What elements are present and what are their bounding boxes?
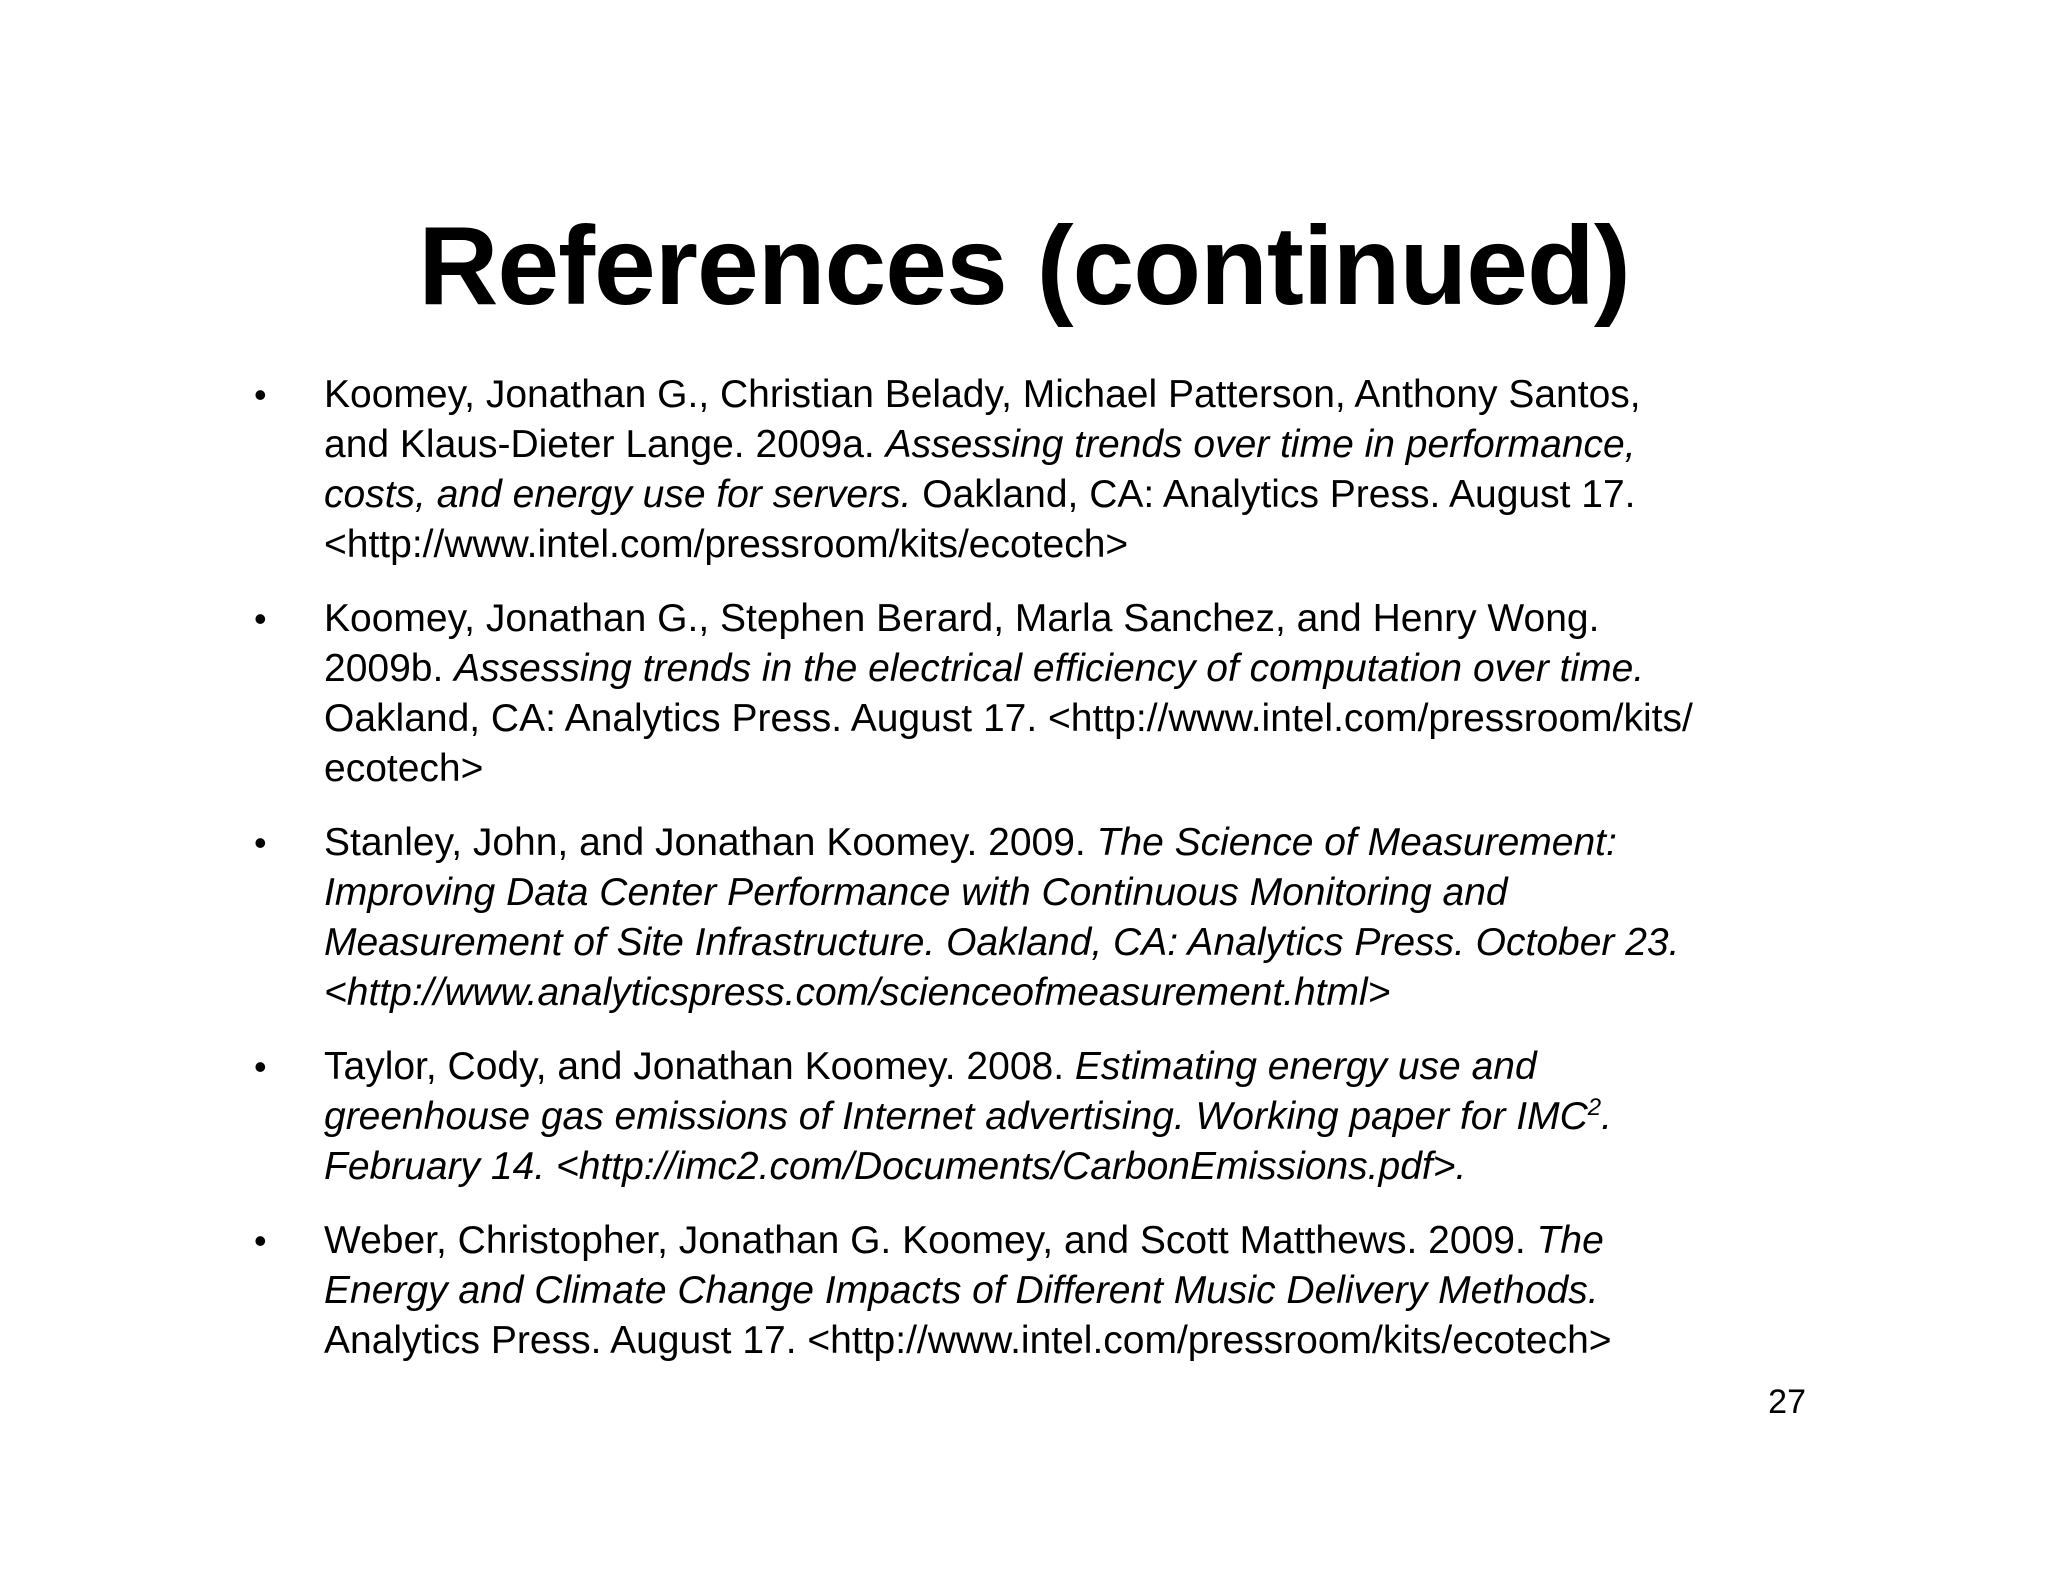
page-number: 27 xyxy=(1768,1383,1806,1421)
reference-title: costs, and energy use for servers. xyxy=(324,473,912,516)
reference-url: <http://www.intel.com/pressroom/kits/ecotech> xyxy=(324,523,1129,566)
slide-title: References (continued) xyxy=(418,204,1630,328)
reference-item-taylor-2008 xyxy=(0,1042,1824,1192)
reference-text: Oakland, CA: Analytics Press. August 17. <http://www.intel.com/pressroom/kits/ xyxy=(324,697,1693,740)
reference-url: <http://www.analyticspress.com/scienceofmeasurement.html> xyxy=(324,971,1391,1014)
reference-list xyxy=(0,370,2048,1390)
bullet: • xyxy=(254,374,267,415)
reference-item-koomey-2009b xyxy=(0,594,1824,794)
reference-title: Estimating energy use and xyxy=(1074,1045,1537,1088)
reference-title: Measurement of Site Infrastructure. Oakland, CA: Analytics Press. October 23. xyxy=(324,921,1680,964)
reference-text: Koomey, Jonathan G., Christian Belady, Michael Patterson, Anthony Santos, xyxy=(324,373,1641,416)
reference-text: Oakland, CA: Analytics Press. August 17. xyxy=(911,473,1636,516)
reference-text: and Klaus-Dieter Lange. 2009a. xyxy=(324,423,886,466)
reference-title: The xyxy=(1536,1219,1604,1262)
bullet: • xyxy=(254,822,267,863)
reference-url: February 14. <http://imc2.com/Documents/CarbonEmissions.pdf>. xyxy=(324,1145,1467,1188)
reference-title: greenhouse gas emissions of Internet advertising. Working paper for IMC xyxy=(324,1095,1588,1138)
reference-text: Koomey, Jonathan G., Stephen Berard, Marla Sanchez, and Henry Wong. xyxy=(324,597,1600,640)
reference-title: Improving Data Center Performance with Continuous Monitoring and xyxy=(324,871,1508,914)
reference-title: . xyxy=(1601,1095,1612,1138)
reference-title: Energy and Climate Change Impacts of Different Music Delivery Methods. xyxy=(324,1269,1599,1312)
reference-text: Analytics Press. August 17. <http://www.intel.com/pressroom/kits/ecotech> xyxy=(324,1319,1612,1362)
reference-text: Taylor, Cody, and Jonathan Koomey. 2008. xyxy=(324,1045,1075,1088)
reference-item-weber-2009 xyxy=(0,1216,1824,1366)
reference-title: The Science of Measurement: xyxy=(1096,821,1617,864)
bullet: • xyxy=(254,1046,267,1087)
bullet: • xyxy=(254,598,267,639)
reference-text: Stanley, John, and Jonathan Koomey. 2009. xyxy=(324,821,1097,864)
superscript: 2 xyxy=(1587,1094,1602,1121)
reference-title: Assessing trends over time in performance, xyxy=(885,423,1636,466)
reference-title: Assessing trends in the electrical efficiency of computation over time. xyxy=(454,647,1645,690)
reference-item-stanley-2009 xyxy=(0,818,1824,1018)
reference-url: ecotech> xyxy=(324,747,484,790)
reference-text: Weber, Christopher, Jonathan G. Koomey, and Scott Matthews. 2009. xyxy=(324,1219,1537,1262)
reference-text: 2009b. xyxy=(324,647,455,690)
bullet: • xyxy=(254,1220,267,1261)
reference-item-koomey-2009a xyxy=(0,370,1824,570)
